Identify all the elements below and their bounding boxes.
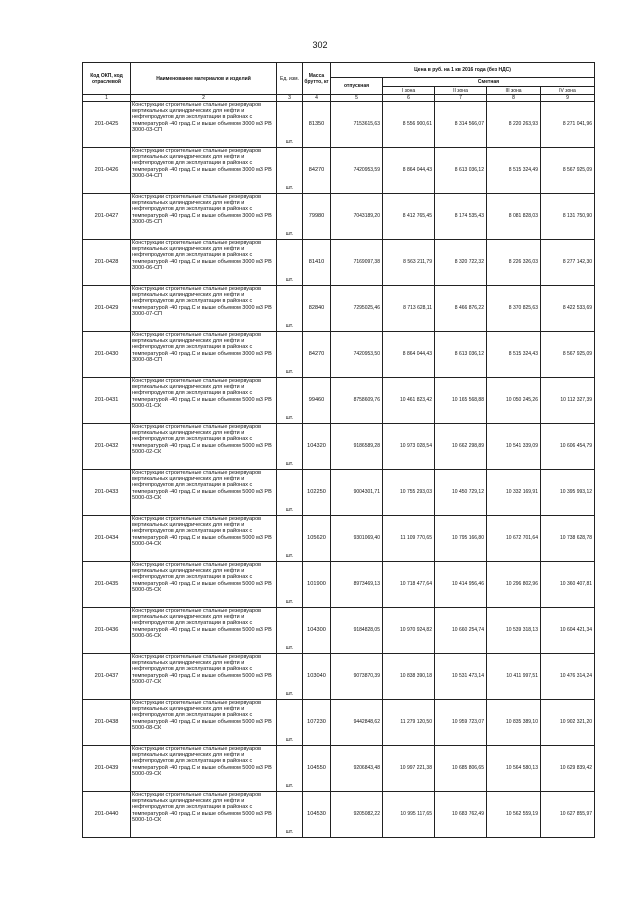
price-zone-1: 11 279 120,50 bbox=[383, 700, 435, 746]
table-header bbox=[83, 63, 595, 102]
header-unit: Ед. изм. bbox=[277, 63, 303, 95]
release-price: 7169097,38 bbox=[331, 240, 383, 286]
price-zone-3: 10 835 389,10 bbox=[487, 700, 541, 746]
column-number: 3 bbox=[277, 95, 303, 102]
table-row bbox=[83, 608, 595, 654]
product-name: Конструкции строительные стальные резервуаров вертикальных цилиндрических для нефти и нефтепродуктов для эксплуатации в районах с температурой -40 град.С и выше объемом 5000 м3 РВ 5000-05-СК bbox=[131, 562, 277, 608]
gross-mass: 99460 bbox=[303, 378, 331, 424]
price-zone-3: 10 050 245,26 bbox=[487, 378, 541, 424]
price-zone-1: 10 973 028,54 bbox=[383, 424, 435, 470]
product-name: Конструкции строительные стальные резервуаров вертикальных цилиндрических для нефти и нефтепродуктов для эксплуатации в районах с температурой -40 град.С и выше объемом 3000 м3 РВ 3000-06-СП bbox=[131, 240, 277, 286]
okp-code: 201-0437 bbox=[83, 654, 131, 700]
price-zone-3: 10 539 318,13 bbox=[487, 608, 541, 654]
gross-mass: 81410 bbox=[303, 240, 331, 286]
product-name: Конструкции строительные стальные резервуаров вертикальных цилиндрических для нефти и нефтепродуктов для эксплуатации в районах с температурой -40 град.С и выше объемом 3000 м3 РВ 3000-04-СП bbox=[131, 148, 277, 194]
column-number: 7 bbox=[435, 95, 487, 102]
header-zone-3: III зона bbox=[487, 87, 541, 95]
price-zone-1: 10 838 390,18 bbox=[383, 654, 435, 700]
gross-mass: 104300 bbox=[303, 608, 331, 654]
price-zone-3: 10 564 580,13 bbox=[487, 746, 541, 792]
okp-code: 201-0435 bbox=[83, 562, 131, 608]
unit-of-measure: шт. bbox=[277, 654, 303, 700]
release-price: 9442848,62 bbox=[331, 700, 383, 746]
column-number: 5 bbox=[331, 95, 383, 102]
table-row bbox=[83, 424, 595, 470]
okp-code: 201-0427 bbox=[83, 194, 131, 240]
table-row bbox=[83, 148, 595, 194]
table-row bbox=[83, 792, 595, 838]
gross-mass: 103040 bbox=[303, 654, 331, 700]
price-zone-3: 10 411 997,51 bbox=[487, 654, 541, 700]
unit-of-measure: шт. bbox=[277, 240, 303, 286]
okp-code: 201-0433 bbox=[83, 470, 131, 516]
product-name: Конструкции строительные стальные резервуаров вертикальных цилиндрических для нефти и нефтепродуктов для эксплуатации в районах с температурой -40 град.С и выше объемом 3000 м3 РВ 3000-07-СП bbox=[131, 286, 277, 332]
price-zone-3: 10 332 169,91 bbox=[487, 470, 541, 516]
unit-of-measure: шт. bbox=[277, 470, 303, 516]
price-zone-2: 8 466 876,22 bbox=[435, 286, 487, 332]
price-zone-4: 8 567 925,09 bbox=[541, 148, 595, 194]
gross-mass: 81350 bbox=[303, 102, 331, 148]
price-zone-4: 10 112 327,39 bbox=[541, 378, 595, 424]
table-row bbox=[83, 194, 595, 240]
table-body bbox=[83, 102, 595, 838]
price-zone-1: 10 997 221,38 bbox=[383, 746, 435, 792]
okp-code: 201-0434 bbox=[83, 516, 131, 562]
price-zone-1: 10 995 117,65 bbox=[383, 792, 435, 838]
release-price: 9205082,22 bbox=[331, 792, 383, 838]
price-zone-1: 8 713 628,11 bbox=[383, 286, 435, 332]
release-price: 7043189,20 bbox=[331, 194, 383, 240]
price-zone-3: 8 226 326,03 bbox=[487, 240, 541, 286]
unit-of-measure: шт. bbox=[277, 332, 303, 378]
release-price: 9073870,39 bbox=[331, 654, 383, 700]
price-zone-4: 8 567 925,09 bbox=[541, 332, 595, 378]
price-zone-4: 10 360 407,81 bbox=[541, 562, 595, 608]
price-zone-2: 8 613 036,12 bbox=[435, 332, 487, 378]
page-number: 302 bbox=[312, 40, 328, 50]
price-zone-4: 8 422 533,69 bbox=[541, 286, 595, 332]
header-name: Наименование материалов и изделий bbox=[131, 63, 277, 95]
unit-of-measure: шт. bbox=[277, 746, 303, 792]
price-zone-2: 10 959 723,07 bbox=[435, 700, 487, 746]
price-zone-2: 10 683 762,49 bbox=[435, 792, 487, 838]
release-price: 7420953,50 bbox=[331, 332, 383, 378]
header-estimate: Сметная bbox=[383, 78, 595, 87]
product-name: Конструкции строительные стальные резервуаров вертикальных цилиндрических для нефти и нефтепродуктов для эксплуатации в районах с температурой -40 град.С и выше объемом 5000 м3 РВ 5000-03-СК bbox=[131, 470, 277, 516]
price-zone-4: 10 902 321,20 bbox=[541, 700, 595, 746]
product-name: Конструкции строительные стальные резервуаров вертикальных цилиндрических для нефти и нефтепродуктов для эксплуатации в районах с температурой -40 град.С и выше объемом 5000 м3 РВ 5000-10-СК bbox=[131, 792, 277, 838]
price-zone-4: 10 395 993,12 bbox=[541, 470, 595, 516]
table-row bbox=[83, 332, 595, 378]
price-zone-3: 8 515 324,43 bbox=[487, 332, 541, 378]
header-price-group: Цена в руб. на 1 кв 2016 года (без НДС) bbox=[331, 63, 595, 78]
unit-of-measure: шт. bbox=[277, 194, 303, 240]
column-number: 1 bbox=[83, 95, 131, 102]
table-row bbox=[83, 516, 595, 562]
table-row bbox=[83, 102, 595, 148]
okp-code: 201-0431 bbox=[83, 378, 131, 424]
column-number: 8 bbox=[487, 95, 541, 102]
price-zone-4: 8 271 041,96 bbox=[541, 102, 595, 148]
price-zone-1: 8 864 044,43 bbox=[383, 148, 435, 194]
price-zone-4: 10 629 839,42 bbox=[541, 746, 595, 792]
price-zone-2: 8 320 722,32 bbox=[435, 240, 487, 286]
table-row bbox=[83, 470, 595, 516]
okp-code: 201-0438 bbox=[83, 700, 131, 746]
okp-code: 201-0425 bbox=[83, 102, 131, 148]
gross-mass: 104530 bbox=[303, 792, 331, 838]
header-release: отпускная bbox=[331, 78, 383, 95]
price-zone-2: 10 795 166,80 bbox=[435, 516, 487, 562]
release-price: 9184828,05 bbox=[331, 608, 383, 654]
price-zone-4: 8 277 142,30 bbox=[541, 240, 595, 286]
gross-mass: 101900 bbox=[303, 562, 331, 608]
okp-code: 201-0432 bbox=[83, 424, 131, 470]
price-zone-4: 10 627 855,97 bbox=[541, 792, 595, 838]
column-number: 6 bbox=[383, 95, 435, 102]
product-name: Конструкции строительные стальные резервуаров вертикальных цилиндрических для нефти и нефтепродуктов для эксплуатации в районах с температурой -40 град.С и выше объемом 3000 м3 РВ 3000-05-СП bbox=[131, 194, 277, 240]
product-name: Конструкции строительные стальные резервуаров вертикальных цилиндрических для нефти и нефтепродуктов для эксплуатации в районах с температурой -40 град.С и выше объемом 5000 м3 РВ 5000-01-СК bbox=[131, 378, 277, 424]
table-row bbox=[83, 700, 595, 746]
release-price: 7295025,46 bbox=[331, 286, 383, 332]
okp-code: 201-0439 bbox=[83, 746, 131, 792]
price-zone-1: 11 109 770,65 bbox=[383, 516, 435, 562]
product-name: Конструкции строительные стальные резервуаров вертикальных цилиндрических для нефти и нефтепродуктов для эксплуатации в районах с температурой -40 град.С и выше объемом 5000 м3 РВ 5000-09-СК bbox=[131, 746, 277, 792]
price-zone-4: 10 606 454,79 bbox=[541, 424, 595, 470]
price-zone-3: 10 672 701,64 bbox=[487, 516, 541, 562]
gross-mass: 107230 bbox=[303, 700, 331, 746]
product-name: Конструкции строительные стальные резервуаров вертикальных цилиндрических для нефти и нефтепродуктов для эксплуатации в районах с температурой -40 град.С и выше объемом 5000 м3 РВ 5000-08-СК bbox=[131, 700, 277, 746]
release-price: 9186589,28 bbox=[331, 424, 383, 470]
okp-code: 201-0429 bbox=[83, 286, 131, 332]
price-zone-2: 10 662 298,89 bbox=[435, 424, 487, 470]
column-number: 2 bbox=[131, 95, 277, 102]
unit-of-measure: шт. bbox=[277, 562, 303, 608]
price-zone-2: 8 174 535,43 bbox=[435, 194, 487, 240]
release-price: 8973469,13 bbox=[331, 562, 383, 608]
header-zone-2: II зона bbox=[435, 87, 487, 95]
price-zone-1: 8 412 765,45 bbox=[383, 194, 435, 240]
gross-mass: 84270 bbox=[303, 332, 331, 378]
price-zone-3: 10 296 802,96 bbox=[487, 562, 541, 608]
price-zone-2: 10 165 568,88 bbox=[435, 378, 487, 424]
column-number: 9 bbox=[541, 95, 595, 102]
gross-mass: 84270 bbox=[303, 148, 331, 194]
gross-mass: 102250 bbox=[303, 470, 331, 516]
unit-of-measure: шт. bbox=[277, 700, 303, 746]
price-zone-2: 10 414 956,46 bbox=[435, 562, 487, 608]
price-zone-1: 8 563 211,79 bbox=[383, 240, 435, 286]
price-zone-3: 10 562 559,19 bbox=[487, 792, 541, 838]
price-zone-1: 8 556 900,61 bbox=[383, 102, 435, 148]
table-row bbox=[83, 378, 595, 424]
okp-code: 201-0428 bbox=[83, 240, 131, 286]
price-zone-3: 8 370 825,63 bbox=[487, 286, 541, 332]
product-name: Конструкции строительные стальные резервуаров вертикальных цилиндрических для нефти и нефтепродуктов для эксплуатации в районах с температурой -40 град.С и выше объемом 5000 м3 РВ 5000-07-СК bbox=[131, 654, 277, 700]
gross-mass: 104320 bbox=[303, 424, 331, 470]
price-zone-4: 10 604 421,34 bbox=[541, 608, 595, 654]
gross-mass: 104550 bbox=[303, 746, 331, 792]
unit-of-measure: шт. bbox=[277, 148, 303, 194]
price-zone-3: 8 515 324,49 bbox=[487, 148, 541, 194]
release-price: 7420953,59 bbox=[331, 148, 383, 194]
table-row bbox=[83, 562, 595, 608]
unit-of-measure: шт. bbox=[277, 608, 303, 654]
gross-mass: 105620 bbox=[303, 516, 331, 562]
release-price: 7153615,63 bbox=[331, 102, 383, 148]
product-name: Конструкции строительные стальные резервуаров вертикальных цилиндрических для нефти и нефтепродуктов для эксплуатации в районах с температурой -40 град.С и выше объемом 3000 м3 РВ 3000-03-СП bbox=[131, 102, 277, 148]
release-price: 9301069,40 bbox=[331, 516, 383, 562]
release-price: 8758609,76 bbox=[331, 378, 383, 424]
price-zone-4: 10 738 628,78 bbox=[541, 516, 595, 562]
release-price: 9206843,48 bbox=[331, 746, 383, 792]
product-name: Конструкции строительные стальные резервуаров вертикальных цилиндрических для нефти и нефтепродуктов для эксплуатации в районах с температурой -40 град.С и выше объемом 5000 м3 РВ 5000-02-СК bbox=[131, 424, 277, 470]
table-row bbox=[83, 746, 595, 792]
price-zone-3: 10 541 339,09 bbox=[487, 424, 541, 470]
okp-code: 201-0430 bbox=[83, 332, 131, 378]
price-zone-1: 10 718 477,64 bbox=[383, 562, 435, 608]
price-zone-3: 8 081 828,03 bbox=[487, 194, 541, 240]
header-code: Код ОКП, код отраслевой bbox=[83, 63, 131, 95]
price-zone-1: 10 755 293,03 bbox=[383, 470, 435, 516]
unit-of-measure: шт. bbox=[277, 286, 303, 332]
price-zone-1: 8 864 044,43 bbox=[383, 332, 435, 378]
product-name: Конструкции строительные стальные резервуаров вертикальных цилиндрических для нефти и нефтепродуктов для эксплуатации в районах с температурой -40 град.С и выше объемом 5000 м3 РВ 5000-04-СК bbox=[131, 516, 277, 562]
gross-mass: 79980 bbox=[303, 194, 331, 240]
price-zone-2: 10 660 254,74 bbox=[435, 608, 487, 654]
header-zone-1: I зона bbox=[383, 87, 435, 95]
price-table bbox=[82, 62, 595, 838]
release-price: 9004301,71 bbox=[331, 470, 383, 516]
price-zone-2: 8 314 566,07 bbox=[435, 102, 487, 148]
okp-code: 201-0440 bbox=[83, 792, 131, 838]
unit-of-measure: шт. bbox=[277, 424, 303, 470]
header-zone-4: IV зона bbox=[541, 87, 595, 95]
okp-code: 201-0426 bbox=[83, 148, 131, 194]
price-zone-2: 10 685 806,65 bbox=[435, 746, 487, 792]
table-row bbox=[83, 240, 595, 286]
price-zone-3: 8 220 263,93 bbox=[487, 102, 541, 148]
price-zone-2: 10 450 729,12 bbox=[435, 470, 487, 516]
price-zone-2: 8 613 036,12 bbox=[435, 148, 487, 194]
unit-of-measure: шт. bbox=[277, 516, 303, 562]
price-zone-1: 10 461 823,42 bbox=[383, 378, 435, 424]
unit-of-measure: шт. bbox=[277, 378, 303, 424]
product-name: Конструкции строительные стальные резервуаров вертикальных цилиндрических для нефти и нефтепродуктов для эксплуатации в районах с температурой -40 град.С и выше объемом 3000 м3 РВ 3000-08-СП bbox=[131, 332, 277, 378]
price-zone-4: 10 476 314,24 bbox=[541, 654, 595, 700]
product-name: Конструкции строительные стальные резервуаров вертикальных цилиндрических для нефти и нефтепродуктов для эксплуатации в районах с температурой -40 град.С и выше объемом 5000 м3 РВ 5000-06-СК bbox=[131, 608, 277, 654]
column-number: 4 bbox=[303, 95, 331, 102]
price-zone-2: 10 531 473,14 bbox=[435, 654, 487, 700]
gross-mass: 82840 bbox=[303, 286, 331, 332]
unit-of-measure: шт. bbox=[277, 102, 303, 148]
price-zone-4: 8 131 750,90 bbox=[541, 194, 595, 240]
okp-code: 201-0436 bbox=[83, 608, 131, 654]
table-row bbox=[83, 286, 595, 332]
unit-of-measure: шт. bbox=[277, 792, 303, 838]
table-row bbox=[83, 654, 595, 700]
price-zone-1: 10 970 924,82 bbox=[383, 608, 435, 654]
header-mass: Масса брутто, кг bbox=[303, 63, 331, 95]
